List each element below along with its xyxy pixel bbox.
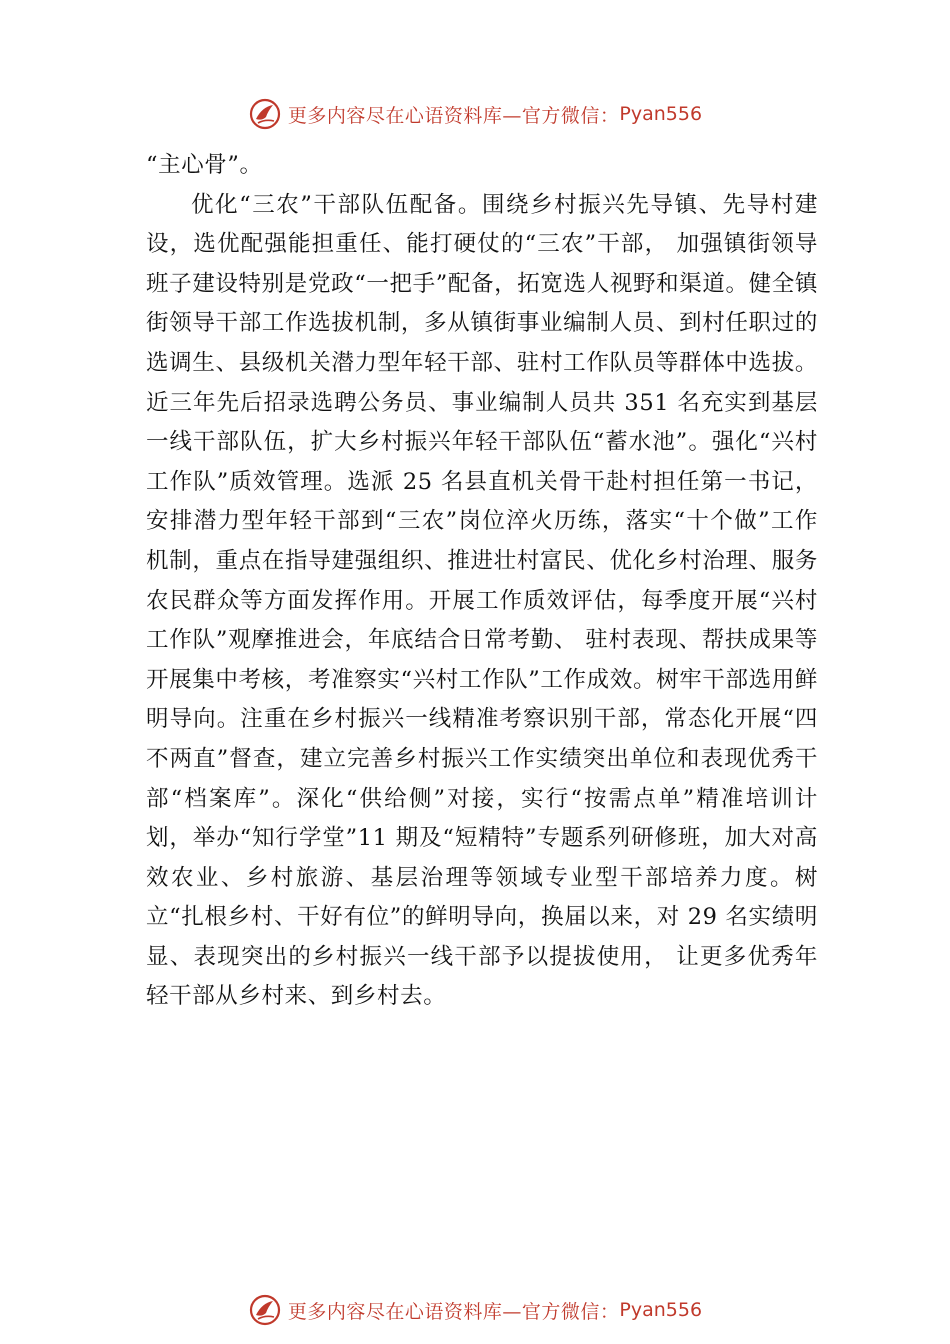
header-banner-text: 更多内容尽在心语资料库—官方微信：	[287, 104, 620, 127]
body-paragraph: 优化“三农”干部队伍配备。围绕乡村振兴先导镇、先导村建设，选优配强能担重任、能打硬仗的“三农”干部， 加强镇街领导班子建设特别是党政“一把手”配备，拓宽选人视野和渠道。健全镇街领导干部工作选拔机制，多从镇街事业编制人员、到村任职过的选调生、县级机关潜力型年轻干部、驻村工作队员等群体中选拔。近三年先后招录选聘公务员、事业编制人员共 351 名充实到基层一线干部队伍，扩大乡村振兴年轻干部队伍“蓄水池”。强化“兴村工作队”质效管理。选派 25 名县直机关骨干赴村担任第一书记，安排潜力型年轻干部到“三农”岗位淬火历练，落实“十个做”工作机制，重点在指导建强组织、推进壮村富民、优化乡村治理、服务农民群众等方面发挥作用。开展工作质效评估，每季度开展“兴村工作队”观摩推进会，年底结合日常考勤、 驻村表现、帮扶成果等开展集中考核，考准察实“兴村工作队”工作成效。树牢干部选用鲜明导向。注重在乡村振兴一线精准考察识别干部，常态化开展“四不两直”督查，建立完善乡村振兴工作实绩突出单位和表现优秀干部“档案库”。深化“供给侧”对接，实行“按需点单”精准培训计划，举办“知行学堂”11 期及“短精特”专题系列研修班，加大对高效农业、乡村旅游、基层治理等领域专业型干部培养力度。树立“扎根乡村、干好有位”的鲜明导向，换届以来，对 29 名实绩明显、表现突出的乡村振兴一线干部予以提拔使用， 让更多优秀年轻干部从乡村来、到乡村去。	[146, 191, 818, 1010]
footer-banner-text: 更多内容尽在心语资料库—官方微信：	[287, 1300, 620, 1323]
brush-logo-icon	[248, 1293, 282, 1327]
header-banner	[0, 92, 950, 136]
continuation-line: “主心骨”。	[146, 152, 263, 178]
header-wechat-id: Pyan556	[619, 103, 703, 125]
document-body	[146, 146, 818, 1017]
brush-logo-icon	[248, 97, 282, 131]
footer-wechat-id: Pyan556	[619, 1299, 703, 1321]
footer-banner	[0, 1288, 950, 1332]
